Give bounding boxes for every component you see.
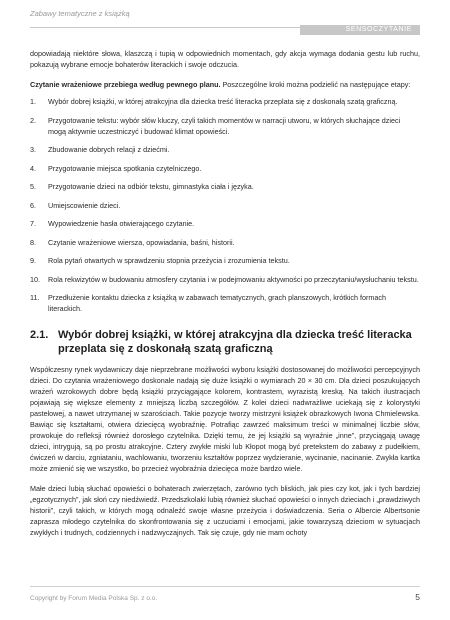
list-item-number: 9.	[30, 256, 36, 265]
list-item	[30, 181, 420, 192]
steps-intro-rest: Poszczególne kroki można podzielić na następujące etapy:	[220, 80, 411, 89]
list-item-number: 1.	[30, 97, 36, 106]
list-item-text: Przygotowanie dzieci na odbiór tekstu, gimnastyka ciała i języka.	[48, 182, 254, 191]
steps-list	[30, 96, 420, 314]
list-item	[30, 115, 420, 137]
section-tag-band: SENSOCZYTANIE	[300, 25, 420, 35]
list-item	[30, 292, 420, 314]
list-item-text: Przygotowanie tekstu: wybór słów kluczy, czyli takich momentów w narracji utworu, w których słuchające dzieci mogą aktywnie uczestniczyć i budować klimat opowieści.	[48, 115, 401, 136]
list-item	[30, 218, 420, 229]
list-item-text: Zbudowanie dobrych relacji z dziećmi.	[48, 145, 170, 154]
steps-intro	[30, 79, 420, 90]
list-item-number: 7.	[30, 219, 36, 228]
list-item	[30, 144, 420, 155]
list-item-text: Umiejscowienie dzieci.	[48, 200, 121, 210]
body-paragraph-2: Małe dzieci lubią słuchać opowieści o bohaterach zwierzętach, zarówno tych bliskich, jak pies czy kot, jak i tych bardziej „egzotycznych”, jak słoń czy niedźwiedź. Przedszkolaki lubią również słuchać opowieści o innych dzieciach i „prawdziwych historii”, czyli takich, w których mogą odnaleźć swoje własne przeżycia i doświadczenia. Seria o Albercie Albertsonie zaprasza młodego czytelnika do skonfrontowania się z uczuciami i emocjami, jakie towarzyszą dzieciom w sytuacjach zwykłych i trudnych, codziennych i nadzwyczajnych. Tak się czuje, gdy nie mam ochoty	[30, 484, 420, 537]
page-number: 5	[415, 592, 420, 602]
list-item-number: 10.	[30, 274, 40, 284]
body-paragraph-1: Współczesny rynek wydawniczy daje nieprzebrane możliwości wyboru książki dostosowanej do możliwości percepcyjnych dzieci. Do czytania wrażeniowego doskonale nadają się duże książki o wymiarach 20 × 30 cm. Dla dzieci poszukujących wrażeń wzrokowych dobre będą książki przyciągające kolorem, kontrastem, wyrazistą kreską. Na takich ilustracjach pojawiają się większe elementy z mniejszą liczbą szczegółów. Z kolei dzieci nadwrażliwe uciekają się z kolorystyki pastelowej, a nawet utrzymanej w szarościach. Takie pozycje tworzy mistrzyni książek obrazkowych Iwona Chmielewska. Bawiąc się kształtami, otwiera dziecięcą wyobraźnię. Potrafiąc zawrzeć maksimum treści w minimalnej liczbie słów, prowokuje do refleksji również dorosłego czytelnika. Dzięki temu, że jej książki są wyraźnie „inne”, przyciągają uwagę dzieci, intrygują, są po prostu atrakcyjne. Cztery zwykłe miski lub Kłopot mogą być pretekstem do zabawy z pudełkiem, ćwiczeń w darciu, zgniataniu, wachlowaniu, tworzeniu kształtów poprzez wydzieranie, wycinanie, nacinanie. Zwykła kartka może zmienić się we wszystko, bo przecież wyobraźnia dziecięca może bardzo wiele.	[30, 365, 420, 473]
list-item-text: Rola rekwizytów w budowaniu atmosfery czytania i w podejmowaniu aktywności po przeczytaniu/wysłuchaniu tekstu.	[48, 274, 419, 284]
list-item-text: Przedłużenie kontaktu dziecka z książką w zabawach tematycznych, grach planszowych, krótkich formach literackich.	[48, 293, 386, 313]
section-title: Wybór dobrej książki, w której atrakcyjna dla dziecka treść literacka przeplata się z doskonałą szatą graficzną	[58, 329, 412, 355]
list-item-text: Wypowiedzenie hasła otwierającego czytanie.	[48, 219, 195, 228]
steps-intro-bold: Czytanie wrażeniowe przebiega według pewnego planu.	[30, 80, 221, 89]
section-heading	[30, 328, 420, 356]
list-item-number: 8.	[30, 237, 36, 247]
list-item	[30, 163, 420, 174]
list-item-number: 11.	[30, 293, 40, 302]
list-item-number: 3.	[30, 145, 36, 154]
list-item-number: 2.	[30, 115, 36, 125]
list-item	[30, 274, 420, 285]
list-item	[30, 237, 420, 248]
page-content	[30, 48, 420, 538]
running-header-title: Zabawy tematyczne z książką	[30, 9, 130, 18]
list-item	[30, 96, 420, 107]
list-item-text: Rola pytań otwartych w sprawdzeniu stopnia przeżycia i zrozumienia tekstu.	[48, 256, 290, 265]
section-number: 2.1.	[30, 329, 49, 341]
list-item-text: Przygotowanie miejsca spotkania czytelniczego.	[48, 163, 202, 173]
list-item-number: 5.	[30, 182, 36, 191]
footer-rule	[30, 586, 420, 587]
list-item-text: Czytanie wrażeniowe wiersza, opowiadania, baśni, historii.	[48, 237, 235, 247]
list-item	[30, 255, 420, 266]
list-item-text: Wybór dobrej książki, w której atrakcyjna dla dziecka treść literacka przeplata się z doskonałą szatą graficzną.	[48, 97, 398, 106]
list-item-number: 4.	[30, 163, 36, 173]
footer-copyright: Copyright by Forum Media Polska Sp. z o.o.	[30, 595, 158, 602]
list-item-number: 6.	[30, 200, 36, 210]
intro-paragraph: dopowiadają niektóre słowa, klaszczą i tupią w odpowiednich momentach, gdy akcja wymaga dodania gestu lub ruchu, pokazują wybrane emocje bohaterów literackich i swoje odczucia.	[30, 49, 420, 69]
list-item	[30, 200, 420, 211]
